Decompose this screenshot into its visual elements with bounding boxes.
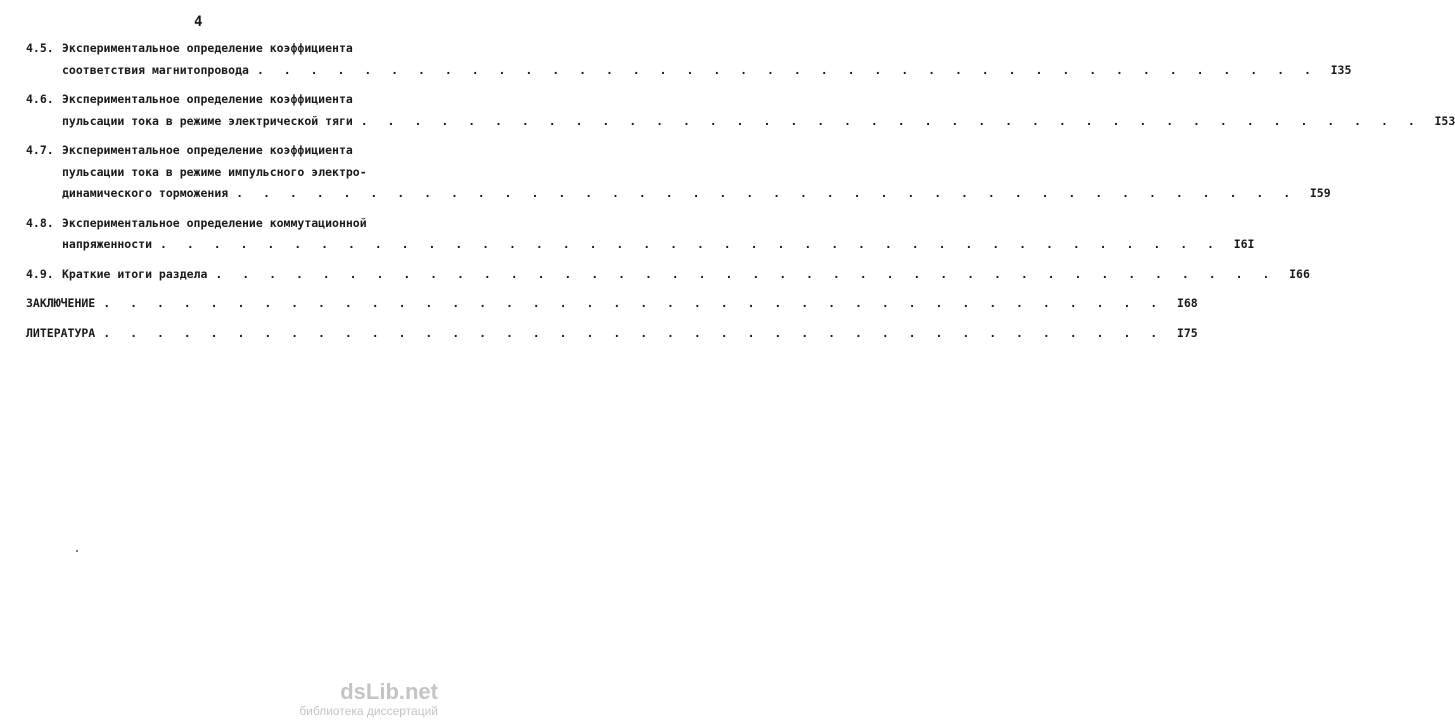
page-number: 4 bbox=[194, 14, 203, 30]
toc-entry-page: I68 bbox=[1176, 296, 1198, 310]
toc-entry-title-line: Экспериментальное определение коэффициента bbox=[62, 143, 353, 157]
toc-entry-page: I66 bbox=[1289, 266, 1310, 281]
toc-entry-number: 4.8. bbox=[26, 215, 54, 230]
toc-entry bbox=[26, 38, 1352, 81]
toc-entry-title-line: Краткие итоги раздела bbox=[62, 266, 208, 281]
toc-entry-page: I75 bbox=[1176, 325, 1198, 340]
toc-entry-page: I35 bbox=[1330, 62, 1352, 77]
toc-entry-title-line: ЗАКЛЮЧЕНИЕ bbox=[26, 296, 96, 310]
watermark-subtitle: библиотека диссертаций bbox=[299, 704, 438, 718]
toc-entry-title-line: напряженности bbox=[62, 237, 153, 251]
toc-entry-title-line: динамического торможения bbox=[62, 186, 229, 200]
toc-entry-number: 4.6. bbox=[26, 92, 54, 106]
toc-leader-dots: . . . . . . . . . . . . . . . . . . . . . . . . . . . . . . . . . . . . . . . . bbox=[360, 113, 1422, 128]
toc-entry bbox=[26, 89, 1455, 132]
toc-entry bbox=[26, 140, 1331, 205]
toc-entry-page: I59 bbox=[1309, 186, 1331, 200]
toc-entry-number: 4.7. bbox=[26, 143, 54, 157]
toc-entry-page: I6I bbox=[1233, 237, 1255, 251]
toc-entry bbox=[26, 323, 1198, 345]
scan-speck bbox=[76, 550, 78, 552]
toc-entry-title-line: соответствия магнитопровода bbox=[62, 62, 249, 77]
toc-entry bbox=[26, 213, 1255, 256]
table-of-contents bbox=[26, 38, 1455, 352]
toc-leader-dots: . . . . . . . . . . . . . . . . . . . . . . . . . . . . . . . . . . . . . . . . bbox=[160, 237, 1221, 251]
toc-entry-title-line: Экспериментальное определение коэффициента bbox=[62, 92, 353, 106]
toc-leader-dots: . . . . . . . . . . . . . . . . . . . . . . . . . . . . . . . . . . . . . . . . bbox=[103, 296, 1164, 310]
toc-leader-dots: . . . . . . . . . . . . . . . . . . . . . . . . . . . . . . . . . . . . . . . . bbox=[236, 186, 1297, 200]
toc-entry-number: 4.9. bbox=[26, 266, 54, 281]
toc-leader-dots: . . . . . . . . . . . . . . . . . . . . . . . . . . . . . . . . . . . . . . . . bbox=[103, 325, 1164, 340]
toc-entry-title-line: Экспериментальное определение коэффициента bbox=[62, 41, 353, 55]
toc-entry-title-line: пульсации тока в режиме импульсного электро- bbox=[62, 164, 367, 179]
toc-leader-dots: . . . . . . . . . . . . . . . . . . . . . . . . . . . . . . . . . . . . . . . . bbox=[215, 266, 1276, 281]
toc-entry-title-line: ЛИТЕРАТУРА bbox=[26, 325, 96, 340]
toc-entry-title-line: пульсации тока в режиме электрической тяги bbox=[62, 113, 353, 128]
watermark-logo: dsLib.net bbox=[340, 679, 438, 704]
toc-entry-title-line: Экспериментальное определение коммутационной bbox=[62, 215, 367, 230]
toc-leader-dots: . . . . . . . . . . . . . . . . . . . . . . . . . . . . . . . . . . . . . . . . bbox=[256, 62, 1318, 77]
toc-entry-number: 4.5. bbox=[26, 41, 54, 55]
toc-entry bbox=[26, 293, 1198, 315]
toc-entry bbox=[26, 264, 1310, 286]
watermark bbox=[299, 680, 438, 718]
toc-entry-page: I53 bbox=[1434, 113, 1455, 128]
